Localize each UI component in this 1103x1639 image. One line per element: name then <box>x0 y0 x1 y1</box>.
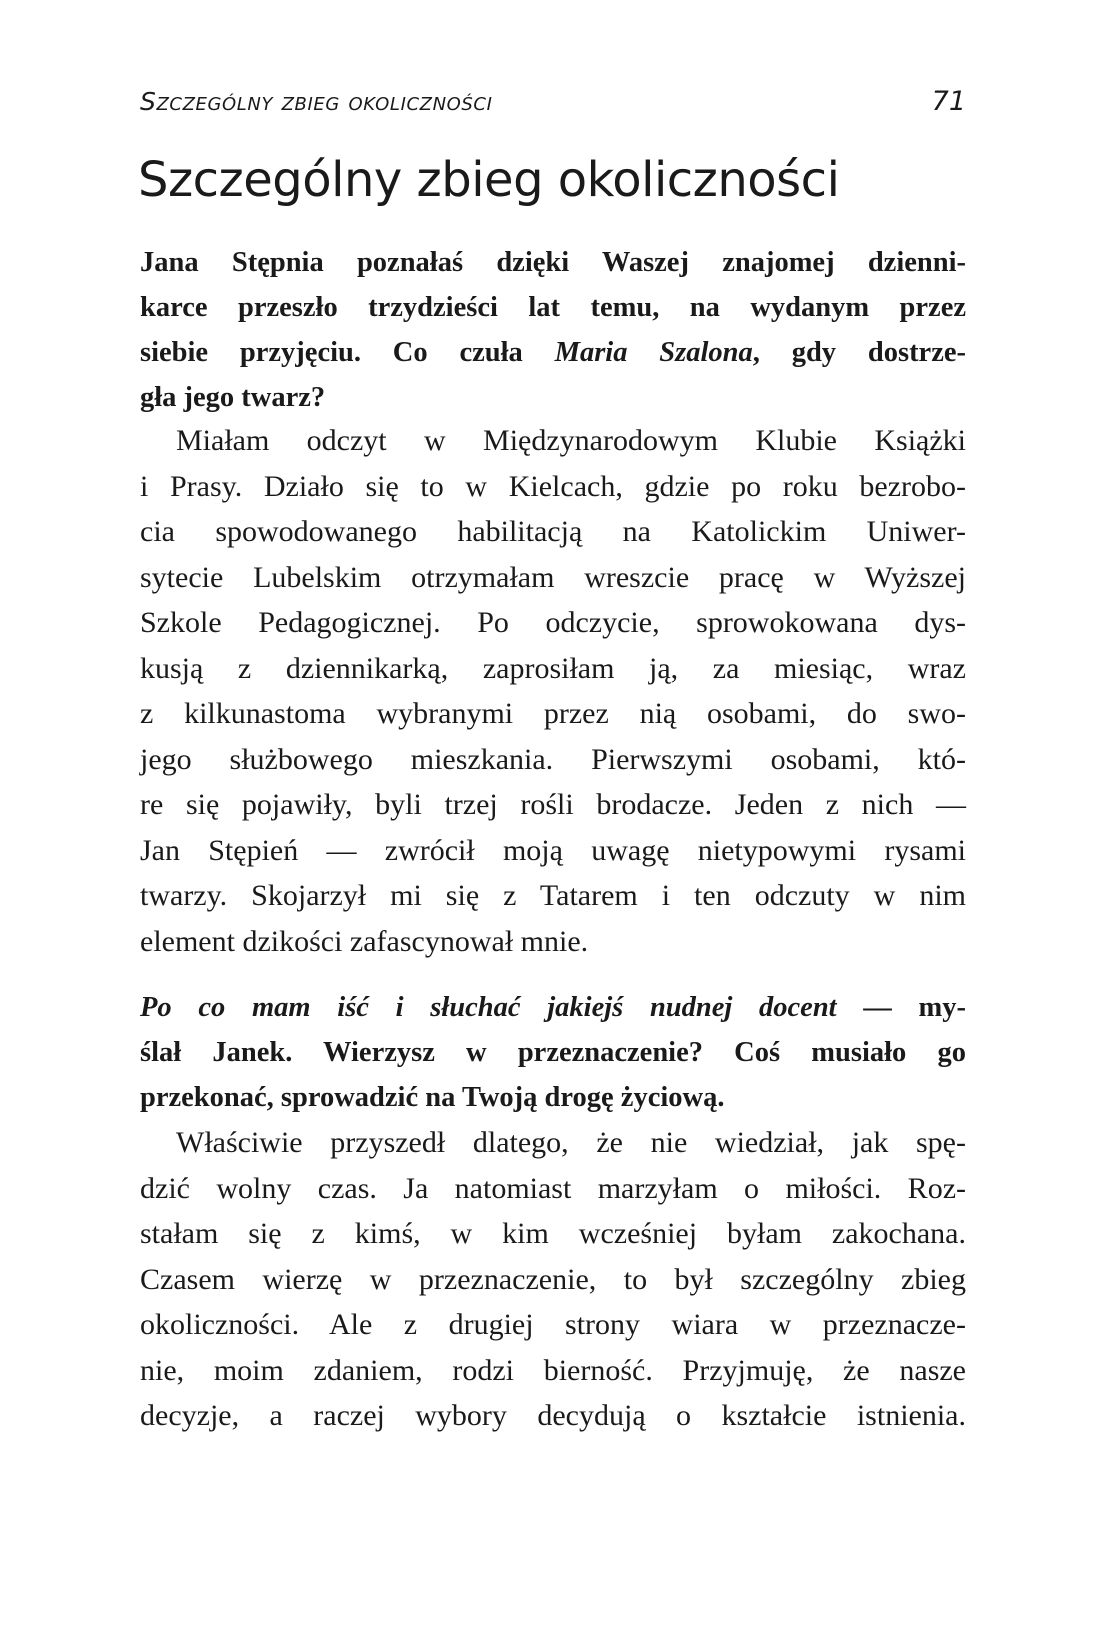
page-number: 71 <box>931 86 966 117</box>
answer-1-line: twarzy. Skojarzył mi się z Tatarem i ten odczuty w nim <box>140 879 966 912</box>
answer-2-line: dzić wolny czas. Ja natomiast marzyłam o miłości. Roz- <box>140 1171 966 1205</box>
answer-2-line: decyzje, a raczej wybory decydują o kształcie istnienia. <box>140 1399 966 1432</box>
answer-1-line: cia spowodowanego habilitacją na Katolickim Uniwer- <box>140 515 966 548</box>
answer-1-line: Szkole Pedagogicznej. Po odczycie, sprowokowana dys- <box>140 606 966 639</box>
running-title: Szczególny zbieg okoliczności <box>140 87 493 116</box>
answer-1-line: re się pojawiły, byli trzej rośli brodacze. Jeden z nich — <box>140 788 966 821</box>
running-header <box>140 82 966 122</box>
question-1-line-4: gła jego twarz? <box>140 382 326 413</box>
answer-2-line: stałam się z kimś, w kim wcześniej byłam zakochana. <box>140 1217 966 1250</box>
answer-1-line: kusją z dziennikarką, zaprosiłam ją, za miesiąc, wraz <box>140 651 966 685</box>
question-2-line-3: przekonać, sprowadzić na Twoją drogę życiową. <box>140 1082 725 1113</box>
answer-1-line: z kilkunastoma wybranymi przez nią osobami, do swo- <box>140 697 966 730</box>
book-title-emphasis: Maria Szalona <box>554 337 753 368</box>
answer-2-line: Właściwie przyszedł dlatego, że nie wiedział, jak spę- <box>176 1126 966 1159</box>
answer-1 <box>140 418 966 964</box>
question-1-line-1: Jana Stępnia poznałaś dzięki Waszej znajomej dzienni- <box>140 247 966 278</box>
question-2 <box>140 985 966 1120</box>
answer-1-line: sytecie Lubelskim otrzymałam wreszcie pracę w Wyższej <box>140 560 966 594</box>
answer-1-line: Miałam odczyt w Międzynarodowym Klubie Książki <box>176 424 966 457</box>
question-1 <box>140 240 966 420</box>
answer-1-line: element dzikości zafascynował mnie. <box>140 924 589 958</box>
answer-2-line: nie, moim zdaniem, rodzi bierność. Przyjmuję, że nasze <box>140 1353 966 1387</box>
answer-2 <box>140 1120 966 1439</box>
chapter-title: Szczególny zbieg okoliczności <box>138 152 840 208</box>
answer-1-line: i Prasy. Działo się to w Kielcach, gdzie po roku bezrobo- <box>140 469 966 503</box>
question-2-line-2: ślał Janek. Wierzysz w przeznaczenie? Coś musiało go <box>140 1037 966 1068</box>
answer-2-line: okoliczności. Ale z drugiej strony wiara w przeznacze- <box>140 1308 966 1341</box>
question-1-line-2: karce przeszło trzydzieści lat temu, na wydanym przez <box>140 292 966 323</box>
answer-2-line: Czasem wierzę w przeznaczenie, to był szczególny zbieg <box>140 1262 966 1296</box>
answer-1-line: jego służbowego mieszkania. Pierwszymi osobami, któ- <box>140 742 966 776</box>
quote-emphasis: Po co mam iść i słuchać jakiejś nudnej docent <box>140 992 837 1023</box>
question-1-line-3: siebie przyjęciu. Co czuła Maria Szalona, gdy dostrze- <box>140 337 966 368</box>
question-2-line-1: Po co mam iść i słuchać jakiejś nudnej docent — my- <box>140 992 966 1023</box>
answer-1-line: Jan Stępień — zwrócił moją uwagę nietypowymi rysami <box>140 833 966 867</box>
